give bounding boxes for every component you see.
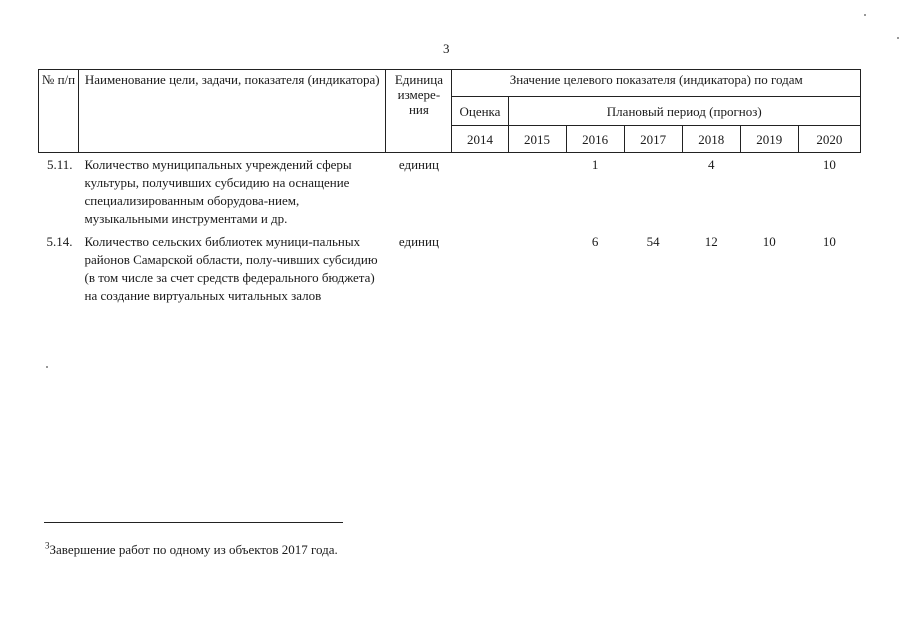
row-value: 10 <box>822 234 836 249</box>
footnote-text: Завершение работ по одному из объектов 2017 года. <box>49 542 338 557</box>
row-value <box>452 153 508 229</box>
header-values: Значение целевого показателя (индикатора) по годам <box>452 70 861 97</box>
scan-speck <box>46 366 48 368</box>
row-unit: единиц <box>398 157 439 172</box>
row-value: 10 <box>822 157 836 172</box>
row-number: 5.14. <box>46 234 73 249</box>
header-year: 2020 <box>798 126 860 153</box>
header-unit: Единица измере-ния <box>386 70 452 153</box>
scan-speck <box>897 37 899 39</box>
header-number: № п/п <box>39 70 79 153</box>
row-value <box>740 153 798 229</box>
row-value <box>508 153 566 229</box>
row-indicator-name: Количество муниципальных учреждений сферы культуры, получивших субсидию на оснащение специализированным оборудова-нием, музыкальными инструментами и др. <box>84 157 352 226</box>
row-value: 10 <box>762 234 776 249</box>
header-plan-period: Плановый период (прогноз) <box>508 97 861 126</box>
scan-speck <box>864 14 866 16</box>
row-value <box>452 228 508 305</box>
footnote-marker: 3 <box>45 540 50 551</box>
row-indicator-name: Количество сельских библиотек муници-пальных районов Самарской области, полу-чивших субсидию (в том числе за счет средств федерального бюджета) на создание виртуальных читальных залов <box>84 234 378 303</box>
table-header <box>39 70 861 153</box>
header-year: 2017 <box>624 126 682 153</box>
footnote <box>45 542 338 558</box>
table-row <box>39 153 861 229</box>
row-value: 6 <box>591 234 599 249</box>
row-value <box>508 228 566 305</box>
row-value <box>624 153 682 229</box>
footnote-divider <box>44 522 343 523</box>
row-unit: единиц <box>398 234 439 249</box>
table-body <box>39 153 861 306</box>
header-year: 2014 <box>452 126 508 153</box>
row-value: 54 <box>646 234 660 249</box>
row-value: 1 <box>591 157 599 172</box>
page-number: 3 <box>443 41 450 56</box>
table-row <box>39 228 861 305</box>
header-year: 2018 <box>682 126 740 153</box>
indicator-table <box>38 69 861 305</box>
header-year: 2019 <box>740 126 798 153</box>
row-number: 5.11. <box>47 157 73 172</box>
header-year: 2015 <box>508 126 566 153</box>
row-value: 12 <box>704 234 718 249</box>
row-value: 4 <box>707 157 715 172</box>
header-estimate: Оценка <box>452 97 508 126</box>
header-name: Наименование цели, задачи, показателя (индикатора) <box>79 70 386 153</box>
header-year: 2016 <box>566 126 624 153</box>
